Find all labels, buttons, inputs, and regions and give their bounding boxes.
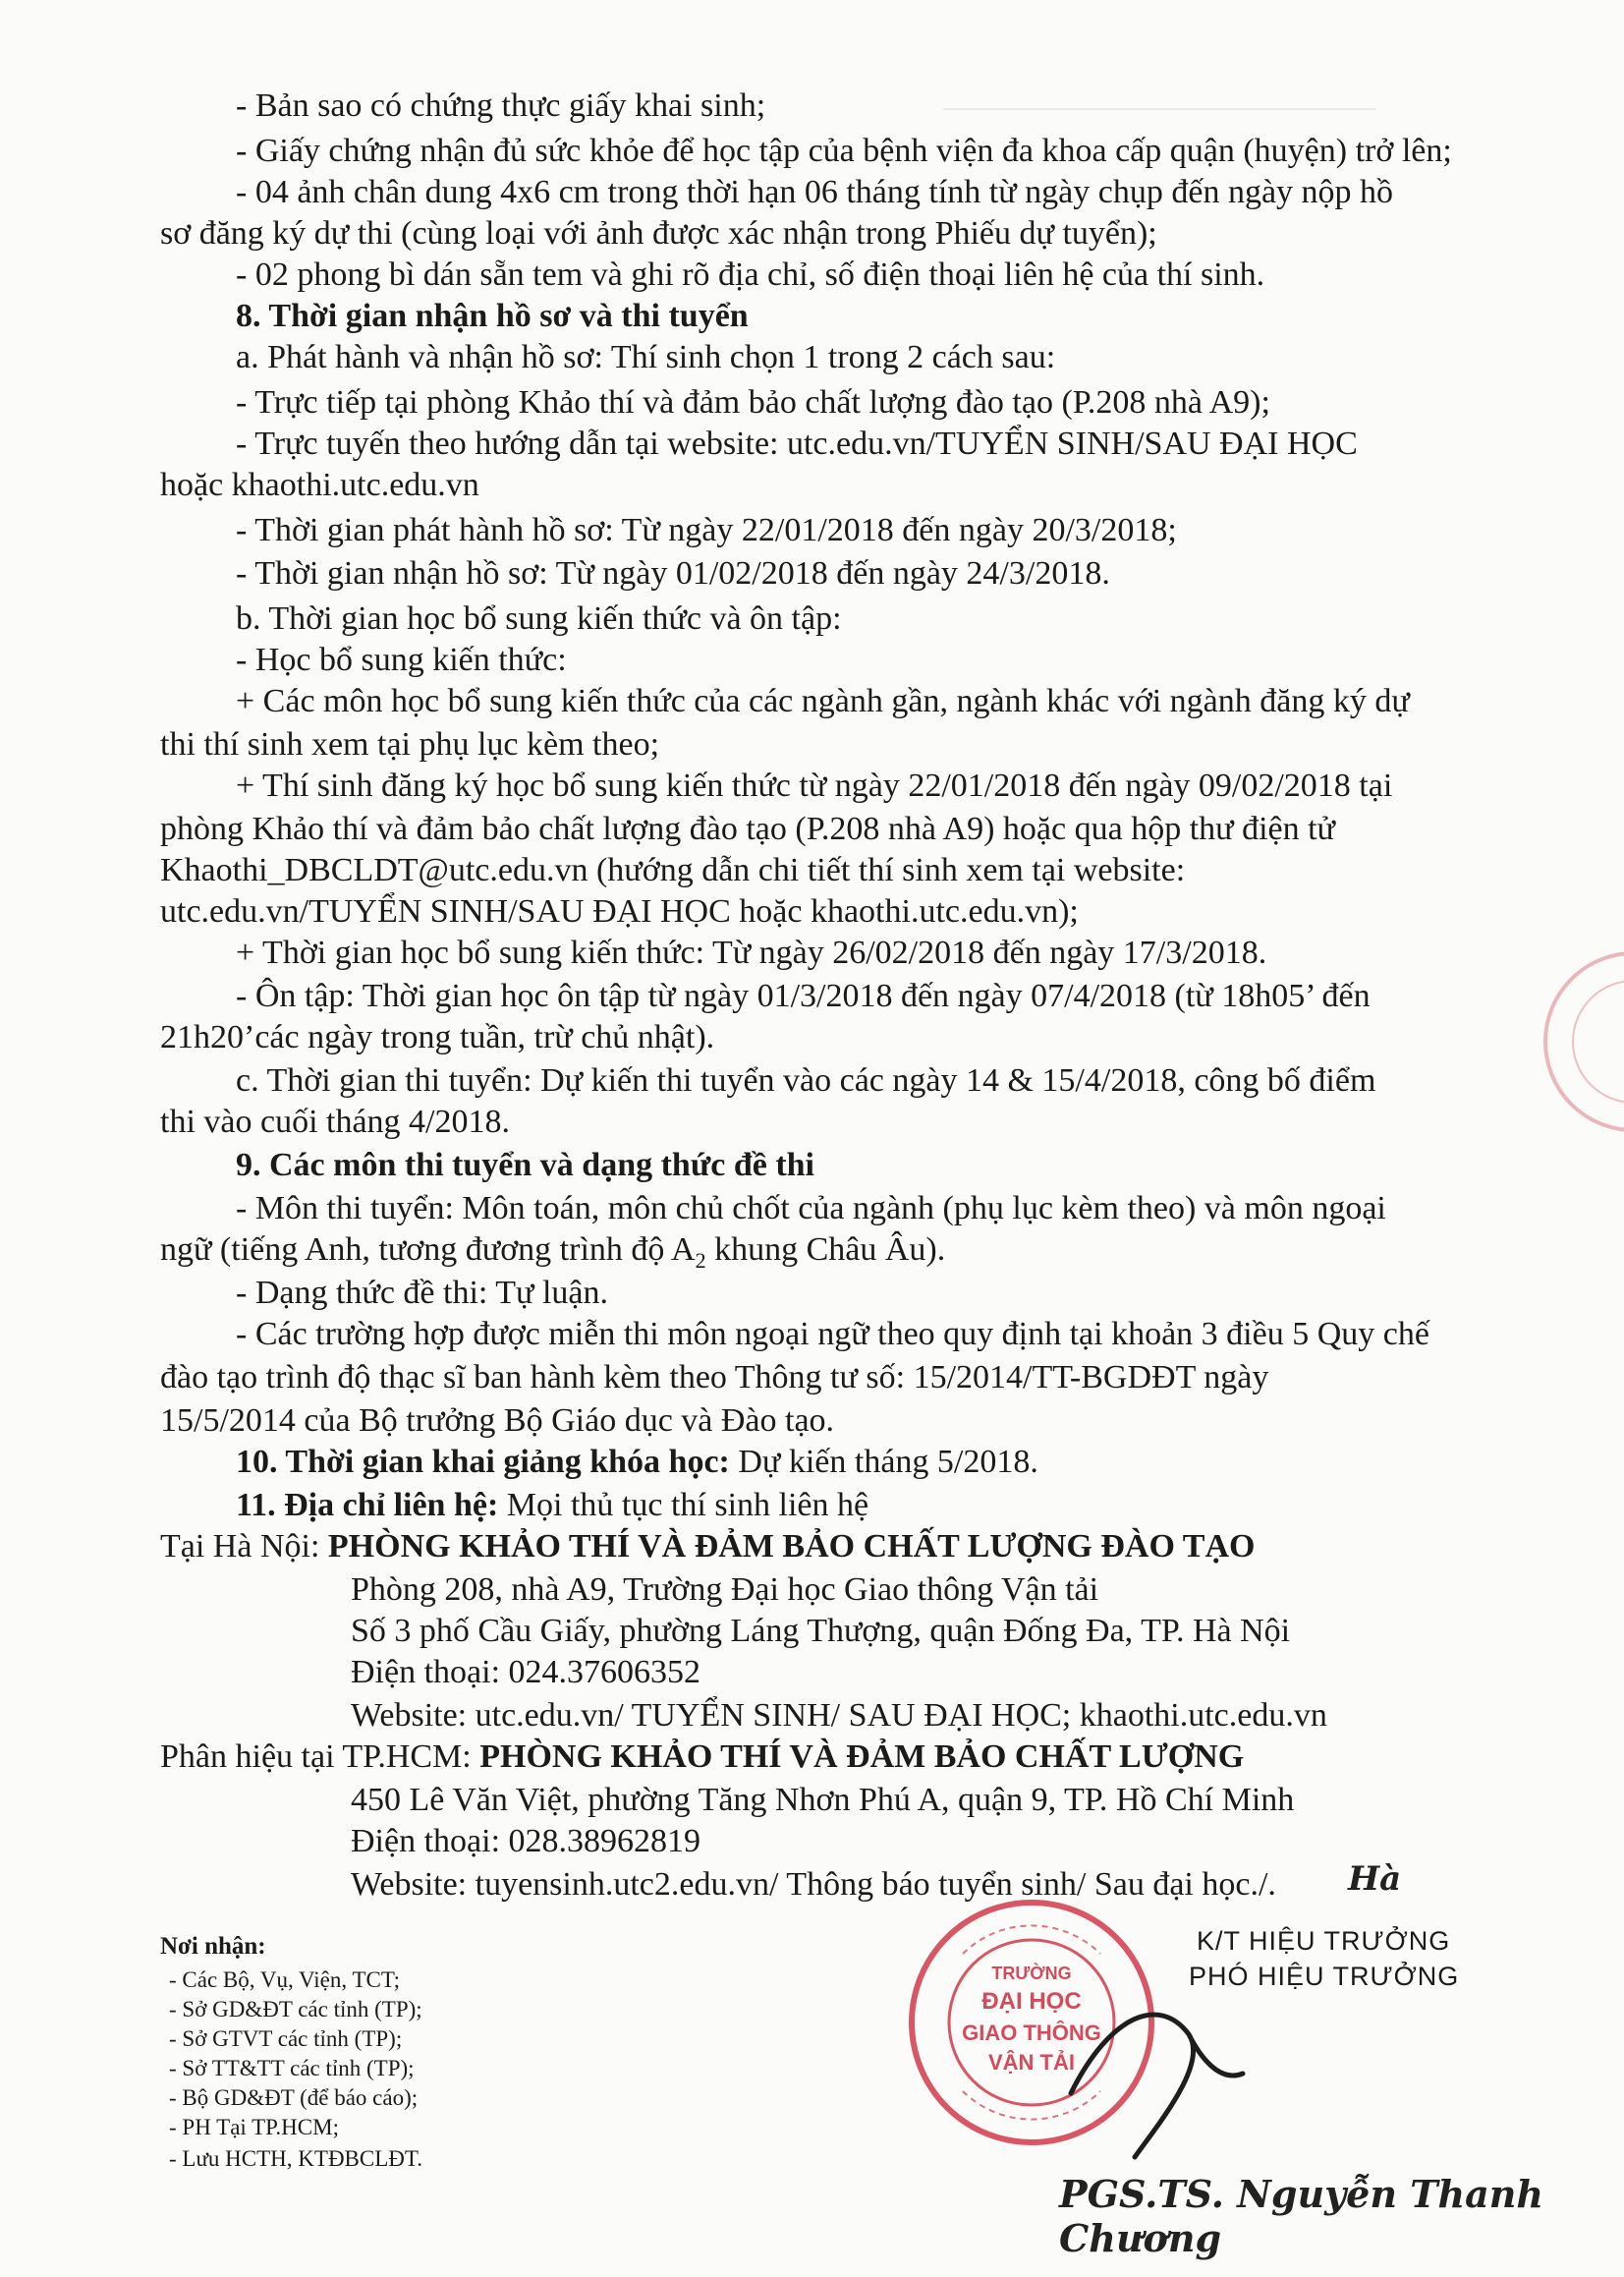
signature-title-line1: K/T HIỆU TRƯỞNG [1197, 1926, 1451, 1956]
text-span: ngữ (tiếng Anh, tương đương trình độ A [160, 1231, 696, 1268]
body-line [236, 1484, 868, 1527]
body-line: - Dạng thức đề thi: Tự luận. [236, 1275, 608, 1311]
body-line: utc.edu.vn/TUYỂN SINH/SAU ĐẠI HỌC hoặc khaothi.utc.edu.vn); [160, 893, 1079, 930]
body-line: a. Phát hành và nhận hồ sơ: Thí sinh chọn 1 trong 2 cách sau: [236, 339, 1056, 375]
recipient-item: - Các Bộ, Vụ, Viện, TCT; [169, 1967, 401, 1992]
body-line: - Bản sao có chứng thực giấy khai sinh; [236, 87, 766, 124]
text-span: khung Châu Âu). [705, 1231, 946, 1268]
body-line: + Thí sinh đăng ký học bổ sung kiến thức từ ngày 22/01/2018 đến ngày 09/02/2018 tại [236, 768, 1393, 804]
body-line: - Ôn tập: Thời gian học ôn tập từ ngày 01/3/2018 đến ngày 07/4/2018 (từ 18h05’ đến [236, 978, 1371, 1014]
body-line: - Trực tiếp tại phòng Khảo thí và đảm bảo chất lượng đào tạo (P.208 nhà A9); [236, 384, 1270, 421]
body-line: - Học bổ sung kiến thức: [236, 642, 567, 678]
recipient-item: - Sở GD&ĐT các tỉnh (TP); [169, 1997, 422, 2021]
seal-line: GIAO THÔNG [962, 2021, 1101, 2045]
section-heading: 9. Các môn thi tuyển và dạng thức đề thi [236, 1147, 815, 1183]
body-line: c. Thời gian thi tuyển: Dự kiến thi tuyển vào các ngày 14 & 15/4/2018, công bố điểm [236, 1062, 1376, 1099]
body-line [160, 1736, 1244, 1779]
body-line: Điện thoại: 024.37606352 [351, 1654, 701, 1690]
signer-name: PGS.TS. Nguyễn Thanh Chương [1059, 2172, 1543, 2260]
signature-title-line2: PHÓ HIỆU TRƯỞNG [1189, 1962, 1460, 1991]
text-span: Mọi thủ tục thí sinh liên hệ [498, 1487, 869, 1523]
body-line: + Thời gian học bổ sung kiến thức: Từ ngày 26/02/2018 đến ngày 17/3/2018. [236, 935, 1267, 971]
bleed-through-artifact [943, 79, 1375, 110]
body-line: Website: tuyensinh.utc2.edu.vn/ Thông báo tuyển sinh/ Sau đại học./. [351, 1866, 1276, 1903]
subscript: 2 [695, 1247, 706, 1273]
body-line: - 02 phong bì dán sẵn tem và ghi rõ địa chỉ, số điện thoại liên hệ của thí sinh. [236, 256, 1265, 293]
body-line: thi thí sinh xem tại phụ lục kèm theo; [160, 726, 660, 763]
recipients-title: Nơi nhận: [160, 1933, 266, 1960]
body-line: phòng Khảo thí và đảm bảo chất lượng đào tạo (P.208 nhà A9) hoặc qua hộp thư điện tử [160, 811, 1335, 847]
partial-seal-icon [1536, 943, 1624, 1140]
text-span: Tại Hà Nội: [160, 1528, 328, 1565]
body-line: - Môn thi tuyển: Môn toán, môn chủ chốt của ngành (phụ lục kèm theo) và môn ngoại [236, 1190, 1386, 1226]
body-line: 450 Lê Văn Việt, phường Tăng Nhơn Phú A, quận 9, TP. Hồ Chí Minh [351, 1782, 1295, 1818]
seal-line: ĐẠI HỌC [981, 1988, 1082, 2015]
initials-signature: Hà [1348, 1859, 1402, 1899]
body-line: Website: utc.edu.vn/ TUYỂN SINH/ SAU ĐẠI HỌC; khaothi.utc.edu.vn [351, 1697, 1327, 1734]
body-line: sơ đăng ký dự thi (cùng loại với ảnh được xác nhận trong Phiếu dự tuyển); [160, 215, 1157, 252]
recipient-item: - Sở GTVT các tỉnh (TP); [169, 2026, 403, 2051]
section-heading: 11. Địa chỉ liên hệ: [236, 1487, 499, 1523]
section-heading: 8. Thời gian nhận hồ sơ và thi tuyển [236, 298, 749, 334]
section-heading: 10. Thời gian khai giảng khóa học: [236, 1444, 730, 1480]
recipient-item: - Sở TT&TT các tỉnh (TP); [169, 2056, 415, 2080]
body-line: - 04 ảnh chân dung 4x6 cm trong thời hạn 06 tháng tính từ ngày chụp đến ngày nộp hồ [236, 174, 1394, 210]
body-line: - Giấy chứng nhận đủ sức khỏe để học tập của bệnh viện đa khoa cấp quận (huyện) trở lên; [236, 133, 1452, 169]
recipient-item: - Lưu HCTH, KTĐBCLĐT. [169, 2146, 422, 2171]
text-span: Dự kiến tháng 5/2018. [729, 1444, 1038, 1480]
office-name: PHÒNG KHẢO THÍ VÀ ĐẢM BẢO CHẤT LƯỢNG ĐÀO TẠO [327, 1528, 1256, 1565]
body-line: - Các trường hợp được miễn thi môn ngoại ngữ theo quy định tại khoản 3 điều 5 Quy chế [236, 1316, 1429, 1352]
body-line: 15/5/2014 của Bộ trưởng Bộ Giáo dục và Đào tạo. [160, 1402, 835, 1439]
body-line [236, 1441, 1038, 1484]
body-line: - Trực tuyến theo hướng dẫn tại website: utc.edu.vn/TUYỂN SINH/SAU ĐẠI HỌC [236, 426, 1358, 462]
recipient-item: - PH Tại TP.HCM; [169, 2115, 339, 2139]
body-line: Số 3 phố Cầu Giấy, phường Láng Thượng, quận Đống Đa, TP. Hà Nội [351, 1613, 1291, 1649]
body-line: Phòng 208, nhà A9, Trường Đại học Giao thông Vận tải [351, 1571, 1099, 1608]
body-line: thi vào cuối tháng 4/2018. [160, 1104, 511, 1140]
body-line: hoặc khaothi.utc.edu.vn [160, 467, 479, 503]
handwritten-signature-icon [1041, 1975, 1258, 2172]
body-line: Điện thoại: 028.38962819 [351, 1823, 701, 1859]
seal-line: VẬN TẢI [988, 2050, 1075, 2075]
body-line: đào tạo trình độ thạc sĩ ban hành kèm theo Thông tư số: 15/2014/TT-BGDĐT ngày [160, 1359, 1269, 1395]
body-line [160, 1525, 1256, 1568]
body-line: b. Thời gian học bổ sung kiến thức và ôn tập: [236, 600, 842, 637]
body-line: - Thời gian nhận hồ sơ: Từ ngày 01/02/2018 đến ngày 24/3/2018. [236, 555, 1110, 592]
seal-line: TRƯỜNG [991, 1964, 1072, 1983]
body-line: - Thời gian phát hành hồ sơ: Từ ngày 22/01/2018 đến ngày 20/3/2018; [236, 512, 1177, 548]
body-line: Khaothi_DBCLDT@utc.edu.vn (hướng dẫn chi tiết thí sinh xem tại website: [160, 852, 1186, 888]
recipient-item: - Bộ GD&ĐT (để báo cáo); [169, 2085, 419, 2110]
text-span: Phân hiệu tại TP.HCM: [160, 1738, 480, 1775]
body-line: + Các môn học bổ sung kiến thức của các ngành gần, ngành khác với ngành đăng ký dự [236, 683, 1410, 719]
office-name: PHÒNG KHẢO THÍ VÀ ĐẢM BẢO CHẤT LƯỢNG [479, 1738, 1245, 1775]
body-line: 21h20’các ngày trong tuần, trừ chủ nhật). [160, 1019, 715, 1055]
